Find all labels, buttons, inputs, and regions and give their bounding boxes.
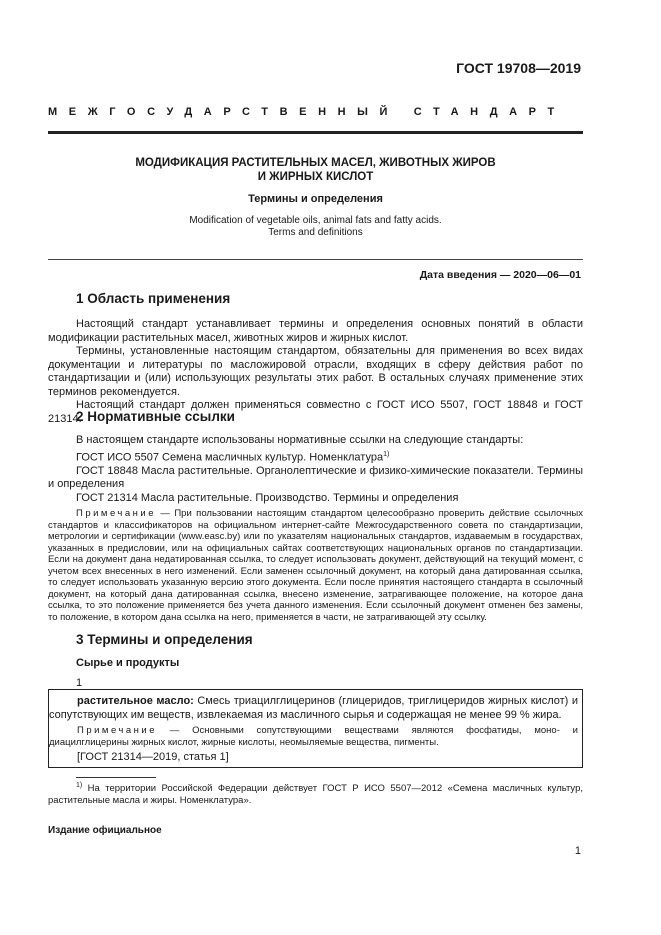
- section-2-heading: [76, 409, 235, 424]
- term-name: растительное масло:: [77, 695, 194, 707]
- section-1-paragraph-1: Настоящий стандарт устанавливает термины и определения основных понятий в области модификации растительных масел, животных жиров и жирных кислот.: [48, 318, 583, 344]
- term-number: 1: [76, 677, 83, 689]
- edition-label: Издание официальное: [48, 825, 162, 836]
- introduction-date: Дата введения — 2020—06—01: [419, 269, 581, 281]
- section-1-paragraph-3: Настоящий стандарт должен применяться совместно с ГОСТ ИСО 5507, ГОСТ 18848 и ГОСТ 21314.: [48, 399, 583, 425]
- section-2-intro: В настоящем стандарте использованы нормативные ссылки на следующие стандарты:: [76, 434, 524, 446]
- title-line-2: И ЖИРНЫХ КИСЛОТ: [257, 171, 374, 183]
- term-note: [49, 725, 582, 748]
- note-label: Примечание: [76, 508, 156, 520]
- english-title-line-2: Terms and definitions: [268, 227, 363, 238]
- document-code: ГОСТ 19708—2019: [456, 60, 581, 76]
- english-title: [48, 215, 583, 239]
- term-box: [48, 689, 583, 768]
- document-title: [48, 156, 583, 184]
- term-source: [ГОСТ 21314—2019, статья 1]: [77, 751, 229, 763]
- section-1-paragraph-2: Термины, установленные настоящим стандартом, обязательны для применения во всех видах документации и литературы по масложировой отрасли, входящих в сферу действия работ по стандартизации и (или) использующих результаты этих работ. В остальных случаях применение этих терминов рекомендуется.: [48, 345, 583, 398]
- reference-1: [48, 448, 583, 465]
- header-rule: [48, 131, 583, 134]
- english-title-line-1: Modification of vegetable oils, animal fats and fatty acids.: [189, 215, 442, 226]
- subsection-heading: Сырье и продукты: [76, 657, 180, 669]
- section-1-heading: [76, 291, 230, 306]
- document-subtitle: Термины и определения: [248, 193, 383, 205]
- title-line-1: МОДИФИКАЦИЯ РАСТИТЕЛЬНЫХ МАСЕЛ, ЖИВОТНЫХ ЖИРОВ: [135, 157, 496, 169]
- footnote-mark: 1): [76, 782, 83, 789]
- page-number: 1: [574, 845, 581, 857]
- footnote-rule: [76, 777, 156, 778]
- section-2-note: [48, 508, 583, 623]
- section-1-heading-text: 1 Область применения: [76, 291, 231, 306]
- reference-3: ГОСТ 21314 Масла растительные. Производство. Термины и определения: [76, 491, 459, 504]
- term-definition: Смесь триацилглицеринов (глицеридов, триглицеридов жирных кислот) и сопутствующих им веществ, извлекаемая из масличного сырья и содержащая не менее 99 % жира.: [49, 695, 578, 721]
- footnote-marker: 1): [383, 450, 390, 458]
- section-2-body: [48, 434, 583, 623]
- reference-1-text: ГОСТ ИСО 5507 Семена масличных культур. Номенклатура: [76, 451, 384, 464]
- term-note-label: Примечание: [77, 725, 157, 736]
- reference-2: ГОСТ 18848 Масла растительные. Органолептические и физико-химические показатели. Термины и определения: [48, 464, 583, 491]
- section-2-heading-text: 2 Нормативные ссылки: [76, 409, 235, 424]
- section-3-heading: [76, 632, 253, 647]
- footnote-text: На территории Российской Федерации действует ГОСТ Р ИСО 5507—2012 «Семена масличных культур, растительные масла и жиры. Номенклатура».: [48, 783, 583, 807]
- footnote: [48, 780, 583, 807]
- note-text: — При пользовании настоящим стандартом целесообразно проверить действие ссылочных стандартов и классификаторов на официальном интернет-сайте Межгосударственного совета по стандартизации, метрологии и сертификации (www.easc.by) или по указателям национальных стандартов, издаваемым в государствах, указанных в предисловии, или на официальных сайтах соответствующих национальных органов по стандартизации. Если на документ дана недатированная ссылка, то следует использовать документ, действующий на текущий момент, с учетом всех внесенных в него изменений. Если заменен ссылочный документ, на который дана датированная ссылка, то следует использовать указанную версию этого документа. Если после принятия настоящего стандарта в ссылочный документ, на который дана датированная ссылка, внесено изменение, затрагивающее положение, на которое дана ссылка, то это положение применяется без учета данного изменения. Если ссылочный документ отменен без замены, то положение, в котором дана ссылка на него, применяется в части, не затрагивающей эту ссылку.: [48, 508, 583, 623]
- footnote-body: [48, 783, 583, 806]
- title-rule: [48, 259, 583, 260]
- term-entry: [49, 695, 582, 722]
- section-3-heading-text: 3 Термины и определения: [76, 632, 253, 647]
- standard-type: МЕЖГОСУДАРСТВЕННЫЙ СТАНДАРТ: [48, 106, 566, 118]
- term-note-text: — Основными сопутствующими веществами являются фосфатиды, моно- и диацилглицерины жирных кислот, жирные кислоты, неомыляемые вещества, пигменты.: [49, 725, 578, 748]
